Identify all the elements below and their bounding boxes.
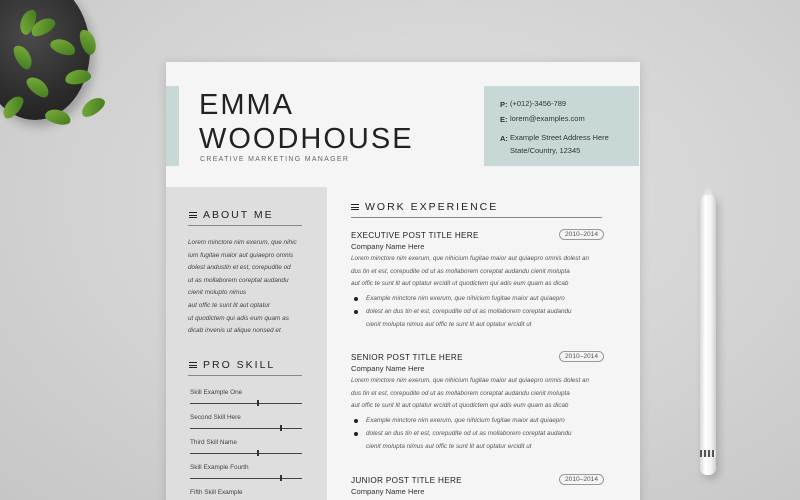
job-bullets bbox=[351, 415, 604, 453]
name-first: EMMA bbox=[199, 89, 294, 121]
about-line: ium fugitae maior aut quiaepro omnis bbox=[188, 251, 294, 259]
desc-line: aut offic te sunt lit aut optatur ercidit ut quodictem qui adis eum quam as dicab bbox=[351, 402, 569, 410]
contact-email-key: E: bbox=[500, 115, 508, 124]
pencil-band bbox=[700, 450, 716, 457]
contact-phone-key: P: bbox=[500, 100, 508, 109]
bullet-line: Example minctore nim exerum, que nihicium fugitae maior aut quiaepro bbox=[366, 295, 565, 303]
skills-divider bbox=[188, 375, 302, 376]
leaf bbox=[44, 107, 73, 127]
stylus-pencil-decoration bbox=[698, 182, 718, 482]
bullet-line: Example minctore nim exerum, que nihicium fugitae maior aut quiaepro bbox=[366, 417, 565, 425]
bullet-line: cienit molupta nimus aut offic te sunt lit aut optatur ercidit ut bbox=[366, 320, 532, 328]
address-line-2: State/Country, 12345 bbox=[510, 146, 581, 155]
job-entry bbox=[351, 231, 604, 331]
job-entry bbox=[351, 353, 604, 453]
desc-line: Lorem minctore nim exerum, que nihicium fugitae maior aut quiaepro omnis dolest an bbox=[351, 377, 589, 384]
desc-line: dus tin et est, corepudite od ut as mollaborem coreptat audandu cienit molupta bbox=[351, 267, 570, 275]
company-name: Company Name Here bbox=[351, 242, 425, 251]
skill-level-marker bbox=[280, 475, 282, 481]
about-line: cienit molupto nimus bbox=[188, 289, 247, 297]
skill-level-marker bbox=[257, 400, 259, 406]
desc-line: dus tin et est, corepudite od ut as mollaborem coreptat audandu cienit molupta bbox=[351, 389, 570, 397]
job-title: JUNIOR POST TITLE HERE bbox=[351, 476, 462, 485]
contact-address-key: A: bbox=[500, 134, 508, 143]
skill-label: Fifth Skill Example bbox=[190, 489, 243, 496]
contact-box bbox=[484, 86, 639, 166]
contact-email bbox=[500, 115, 639, 125]
resume-page bbox=[166, 62, 640, 500]
contact-address-value bbox=[510, 131, 609, 157]
pencil-body bbox=[700, 195, 716, 475]
bullet-line: dolest an dus tin et est, corepudite od ut as mollaborem coreptat audandu bbox=[366, 429, 572, 437]
skill-label: Skill Example Fourth bbox=[190, 464, 249, 471]
contact-email-value: lorem@examples.com bbox=[510, 114, 585, 123]
job-date-badge: 2010–2014 bbox=[559, 229, 604, 240]
about-line: Lorem minctore nim exerum, que nihic bbox=[188, 239, 297, 246]
skill-level-bar bbox=[190, 478, 302, 479]
about-line: aut offic te sunt lit aut optatur bbox=[188, 301, 271, 309]
skill-level-bar bbox=[190, 453, 302, 454]
name-accent-bar bbox=[166, 86, 179, 166]
menu-lines-icon bbox=[189, 360, 197, 369]
skill-label: Third Skill Name bbox=[190, 439, 237, 446]
skills-heading bbox=[189, 359, 275, 371]
candidate-job-title: CREATIVE MARKETING MANAGER bbox=[200, 156, 350, 163]
pencil-tip bbox=[703, 182, 713, 196]
bullet-line: dolest an dus tin et est, corepudite od ut as mollaborem coreptat audandu bbox=[366, 307, 572, 315]
desc-line: Lorem minctore nim exerum, que nihicium fugitae maior aut quiaepro omnis dolest an bbox=[351, 255, 589, 262]
job-description bbox=[351, 375, 604, 413]
leaf bbox=[78, 94, 107, 120]
skill-level-marker bbox=[280, 425, 282, 431]
menu-lines-icon bbox=[351, 202, 359, 211]
potted-plant-decoration bbox=[0, 0, 120, 160]
address-line-1: Example Street Address Here bbox=[510, 133, 609, 142]
about-line: ut as mollaborem coreptat audandu bbox=[188, 276, 289, 284]
job-title: EXECUTIVE POST TITLE HERE bbox=[351, 231, 479, 240]
about-heading bbox=[189, 209, 274, 221]
contact-address bbox=[500, 134, 639, 157]
work-heading-text: WORK EXPERIENCE bbox=[365, 201, 499, 213]
company-name: Company Name Here bbox=[351, 487, 425, 496]
desc-line: aut offic te sunt lit aut optatur ercidit ut quodictem qui adis eum quam as dicab bbox=[351, 280, 569, 288]
contact-phone bbox=[500, 100, 639, 110]
job-description bbox=[351, 253, 604, 291]
about-divider bbox=[188, 225, 302, 226]
bullet-item bbox=[351, 306, 604, 331]
job-title: SENIOR POST TITLE HERE bbox=[351, 353, 463, 362]
skill-level-bar bbox=[190, 428, 302, 429]
skills-heading-text: PRO SKILL bbox=[203, 359, 276, 371]
job-date-badge: 2010–2014 bbox=[559, 474, 604, 485]
candidate-name bbox=[199, 88, 414, 156]
work-divider bbox=[351, 217, 602, 218]
skill-level-marker bbox=[257, 450, 259, 456]
name-last: WOODHOUSE bbox=[199, 123, 414, 155]
job-bullets bbox=[351, 293, 604, 331]
contact-phone-value: (+012)-3456-789 bbox=[510, 99, 567, 108]
company-name: Company Name Here bbox=[351, 364, 425, 373]
bullet-line: cienit molupta nimus aut offic te sunt lit aut optatur ercidit ut bbox=[366, 442, 532, 450]
bullet-item bbox=[351, 293, 604, 306]
bullet-item bbox=[351, 415, 604, 428]
skill-label: Second Skill Here bbox=[190, 414, 241, 421]
work-heading bbox=[351, 201, 498, 213]
about-heading-text: ABOUT ME bbox=[203, 209, 274, 221]
menu-lines-icon bbox=[189, 210, 197, 219]
about-line: ut quodictem qui adis eum quam as bbox=[188, 314, 289, 322]
about-line: dicab invenis ut alique nonsed et bbox=[188, 327, 281, 335]
job-date-badge: 2010–2014 bbox=[559, 351, 604, 362]
skill-label: Skill Example One bbox=[190, 389, 243, 396]
job-entry bbox=[351, 476, 604, 496]
about-text bbox=[188, 237, 308, 338]
about-line: dolest andustin et est, corepudite od bbox=[188, 264, 291, 272]
bullet-item bbox=[351, 428, 604, 453]
skill-level-bar bbox=[190, 403, 302, 404]
